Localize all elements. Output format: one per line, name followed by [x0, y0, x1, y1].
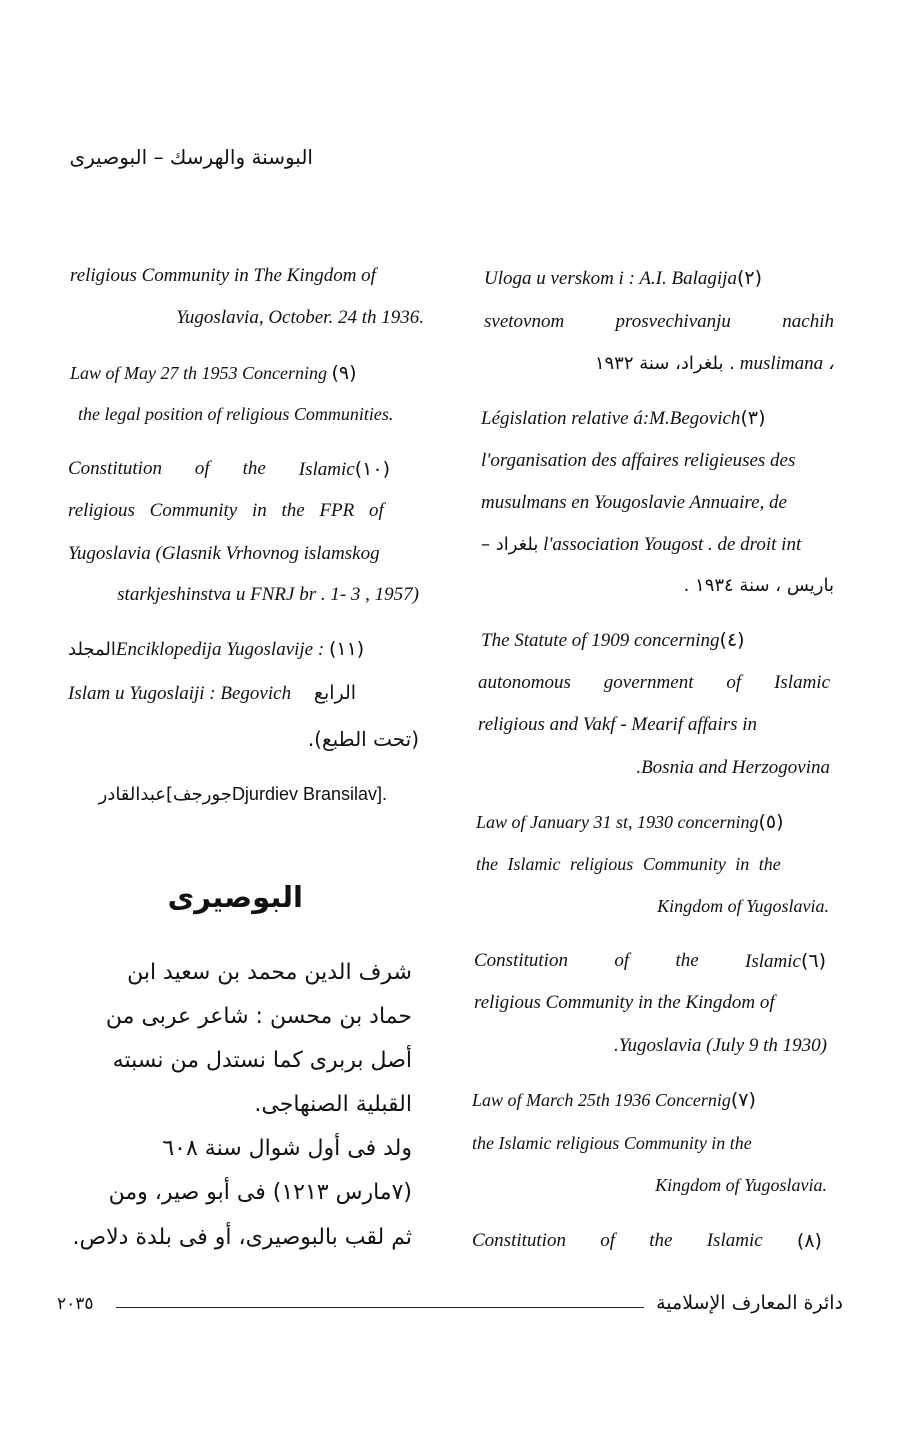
ref-7-line1	[472, 1088, 756, 1112]
ref-4-line4: .Bosnia and Herzogovina	[636, 757, 830, 778]
ref-11-latin2: Islam u Yugoslaiji : Begovich	[68, 683, 292, 704]
ref-8-line1	[472, 1229, 822, 1253]
ref-9-number: (٩)	[331, 362, 357, 384]
ref-10-line3: Yugoslavia (Glasnik Vrhovnog islamskog	[68, 543, 380, 564]
ref-2-line1	[484, 266, 830, 291]
ref-7-text: Law of March 25th 1936 Concernig	[472, 1090, 731, 1110]
ref-3-line2: l'organisation des affaires religieuses des	[481, 450, 796, 471]
ref-11-line3: (تحت الطبع).	[307, 727, 419, 751]
ref-10-line4: starkjeshinstva u FNRJ br . 1- 3 , 1957)	[117, 584, 419, 605]
ref-6-line1	[474, 949, 826, 974]
word: government	[603, 672, 694, 693]
word: prosvechivanju	[615, 311, 731, 332]
word: of	[194, 458, 210, 479]
word: of	[600, 1230, 615, 1251]
word: the	[242, 458, 266, 479]
ref-4-line1	[481, 628, 745, 653]
word: Islamic	[298, 459, 355, 480]
ref-11-number: (١١)	[328, 638, 365, 660]
ref-5-line1	[476, 810, 784, 834]
word: autonomous	[478, 672, 571, 693]
author-arabic: عبدالقادر[جورجف	[98, 784, 232, 805]
ref-2-number: (٢)	[736, 267, 763, 289]
running-head: البوسنة والهرسك – البوصيرى	[69, 145, 313, 169]
ref-2-line3	[595, 352, 834, 376]
ref-2-arabic: بلغراد، سنة ١٩٣٢ .	[594, 353, 735, 374]
left-cont-line1: religious Community in The Kingdom of	[70, 265, 376, 286]
ref-11-arabic: المجلد	[68, 639, 116, 660]
ref-3-number: (٣)	[740, 407, 766, 429]
word: Islamic	[774, 672, 830, 693]
article-p2-l3: ثم لقب بالبوصيرى، أو فى بلدة دلاص.	[72, 1225, 412, 1250]
left-cont-line2: Yugoslavia, October. 24 th 1936.	[176, 307, 424, 328]
ref-5-number: (٥)	[758, 811, 784, 833]
word: Islamic	[745, 951, 801, 972]
ref-9-line2: the legal position of religious Communities.	[78, 404, 394, 424]
ref-11-arabic2: الرابع	[313, 682, 357, 704]
word: Constitution	[474, 950, 568, 971]
word: Constitution	[472, 1230, 566, 1251]
ref-2-text: Uloga u verskom i : A.I. Balagija	[484, 268, 737, 289]
ref-3-line3: musulmans en Yougoslavie Annuaire, de	[481, 492, 787, 513]
footer-rule	[116, 1307, 644, 1308]
ref-7-line2: the Islamic religious Community in the	[472, 1133, 752, 1153]
article-p2-l1: ولد فى أول شوال سنة ٦٠٨	[162, 1136, 412, 1161]
word: nachih	[782, 311, 834, 332]
ref-3-line5: باريس ، سنة ١٩٣٤ .	[683, 575, 834, 596]
word: Islamic	[706, 1230, 763, 1251]
article-p1-l3: أصل بربرى كما نستدل من نسبته	[112, 1048, 412, 1073]
ref-10-number: (١٠)	[354, 458, 390, 480]
ref-11-line1	[68, 637, 364, 662]
ref-11-line2	[68, 681, 356, 706]
ref-5-text: Law of January 31 st, 1930 concerning	[476, 812, 759, 832]
word: the	[675, 950, 699, 971]
author-latin: Djurdiev Bransilav].	[231, 784, 387, 804]
ref-10-line1	[68, 457, 390, 482]
ref-6-line3: .Yugoslavia (July 9 th 1930)	[613, 1035, 827, 1056]
ref-2-latin: muslimana ،	[739, 353, 834, 374]
ref-7-number: (٧)	[730, 1089, 756, 1111]
ref-4-line2	[478, 671, 830, 695]
ref-3-line1	[481, 406, 766, 431]
ref-3-line4	[481, 533, 801, 557]
word: of	[726, 672, 742, 693]
ref-11-text: Enciklopedija Yugoslavije :	[115, 639, 325, 660]
article-p1-l1: شرف الدين محمد بن سعيد ابن	[127, 960, 412, 985]
ref-3-arabic: – بلغراد	[481, 534, 539, 555]
ref-6-line2: religious Community in the Kingdom of	[474, 992, 775, 1013]
article-p2-l2: (٧مارس ١٢١٣) فى أبو صير، ومن	[108, 1180, 412, 1205]
ref-10-line2: religious Community in the FPR of	[68, 500, 384, 521]
ref-2-line2	[484, 310, 834, 334]
word: of	[614, 950, 630, 971]
page-number: ٢٠٣٥	[57, 1294, 94, 1314]
author-line	[99, 782, 387, 807]
ref-4-line3: religious and Vakf - Mearif affairs in	[478, 714, 758, 735]
ref-4-text: The Statute of 1909 concerning	[481, 630, 720, 651]
ref-3-text: Législation relative á:M.Begovich	[481, 408, 741, 429]
footer-publication: دائرة المعارف الإسلامية	[656, 1292, 843, 1314]
article-heading: البوصيرى	[167, 880, 303, 914]
word: the	[649, 1230, 673, 1251]
ref-5-line2: the Islamic religious Community in the	[476, 854, 781, 874]
ref-6-number: (٦)	[800, 950, 826, 972]
ref-8-number: (٨)	[796, 1230, 822, 1252]
ref-9-line1	[70, 361, 357, 385]
word: svetovnom	[484, 311, 565, 332]
ref-7-line3: Kingdom of Yugoslavia.	[655, 1175, 827, 1195]
word: Constitution	[68, 458, 162, 479]
ref-3-latin: l'association Yougost . de droit int	[543, 534, 802, 555]
article-p1-l4: القبلية الصنهاجى.	[254, 1092, 412, 1117]
ref-9-text: Law of May 27 th 1953 Concerning	[70, 363, 327, 383]
ref-5-line3: Kingdom of Yugoslavia.	[657, 896, 829, 916]
article-p1-l2: حماد بن محسن : شاعر عربى من	[105, 1004, 412, 1029]
ref-4-number: (٤)	[719, 629, 745, 651]
